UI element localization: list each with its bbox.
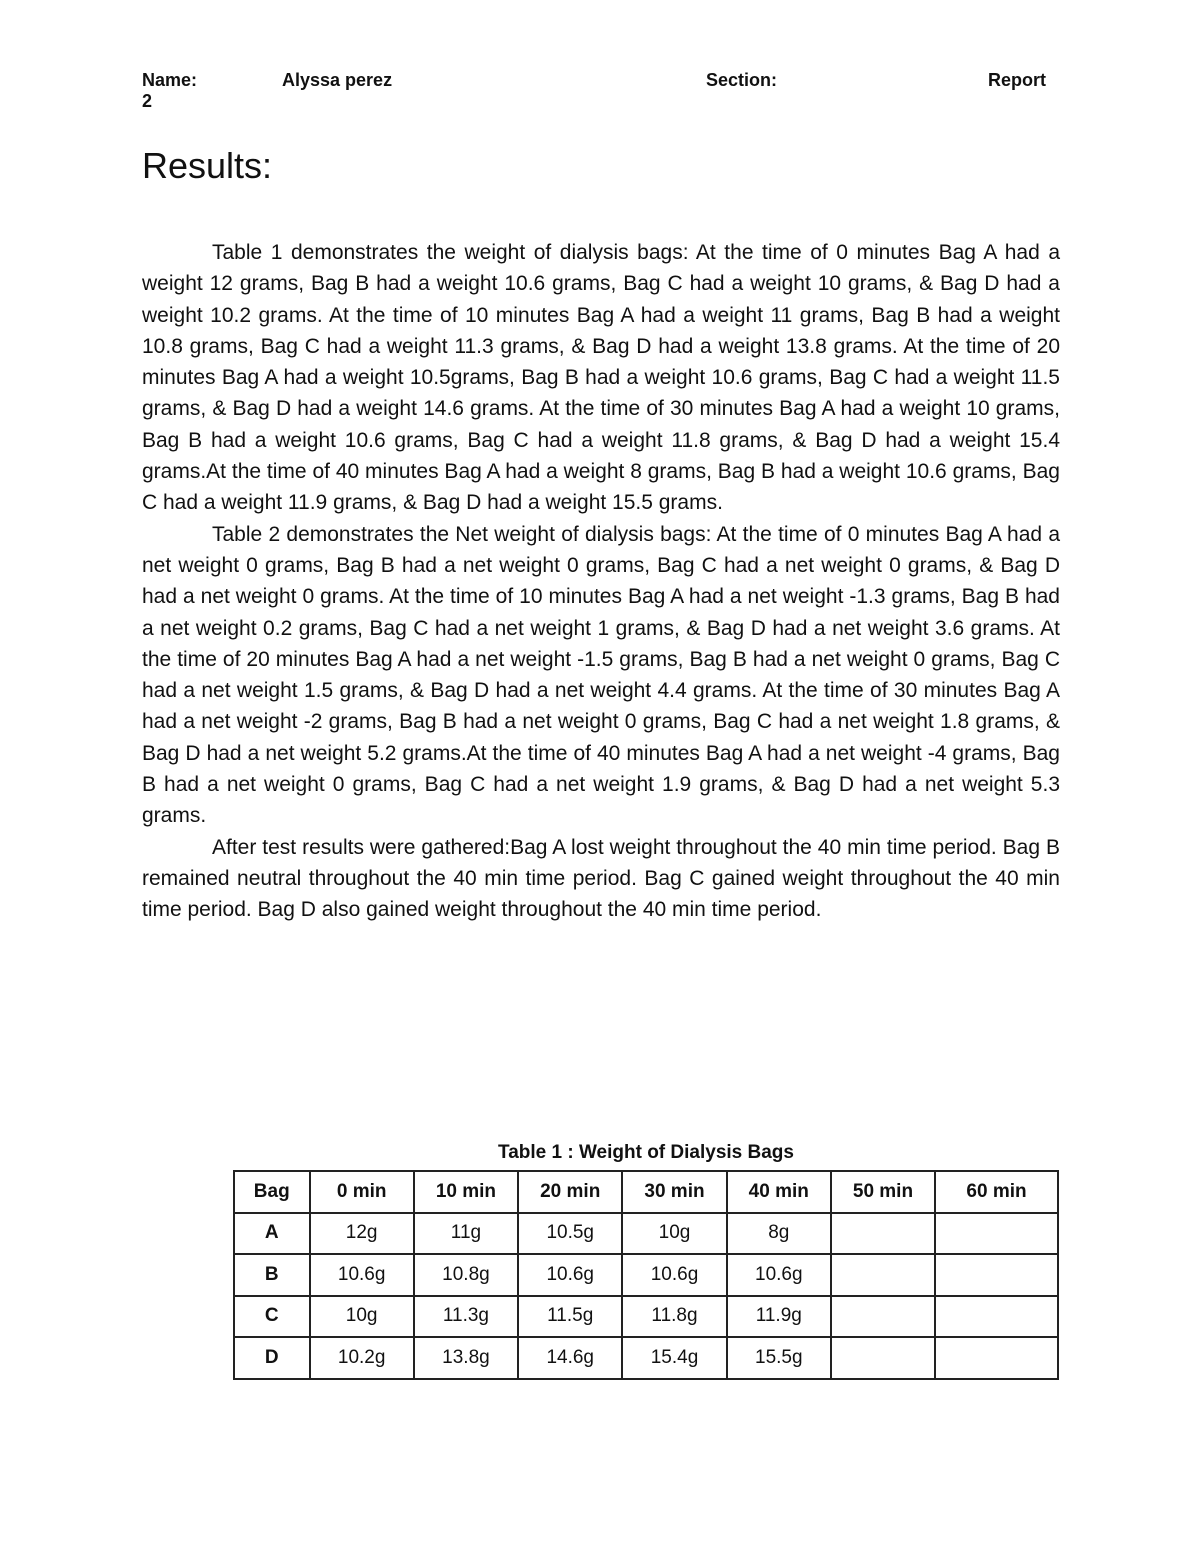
table-row [234,1254,1058,1296]
table-cell: 10g [622,1213,726,1255]
table-cell: 11.8g [622,1296,726,1338]
header-cell: Bag [234,1171,310,1213]
table-cell [935,1296,1058,1338]
header-cell: 40 min [727,1171,831,1213]
table-cell: 14.6g [518,1337,622,1379]
table-cell: 12g [310,1213,414,1255]
table-cell: 15.5g [727,1337,831,1379]
table-cell: 10.6g [622,1254,726,1296]
table-cell: 11g [414,1213,518,1255]
table-cell: 10.5g [518,1213,622,1255]
table-cell: 11.5g [518,1296,622,1338]
header-cell: 60 min [935,1171,1058,1213]
header-cell: 20 min [518,1171,622,1213]
table1-caption: Table 1 : Weight of Dialysis Bags [498,1142,794,1163]
section-label: Section: [706,70,778,90]
bag-label-cell: C [234,1296,310,1338]
table-cell: 8g [727,1213,831,1255]
table-cell [831,1296,935,1338]
table-cell [831,1337,935,1379]
paragraph-table2-summary: Table 2 demonstrates the Net weight of dialysis bags: At the time of 0 minutes Bag A had a net weight 0 grams, Bag B had a net weight 0 grams, Bag C had a net weight 0 grams, & Bag D had a net weight 0 grams. At the time of 10 minutes Bag A had a net weight -1.3 grams, Bag B had a net weight 0.2 grams, Bag C had a net weight 1 grams, & Bag D had a net weight 3.6 grams. At the time of 20 minutes Bag A had a net weight -1.5 grams, Bag B had a net weight 0 grams, Bag C had a net weight 1.5 grams, & Bag D had a net weight 4.4 grams. At the time of 30 minutes Bag A had a net weight -2 grams, Bag B had a net weight 0 grams, Bag C had a net weight 1.8 grams, & Bag D had a net weight 5.2 grams.At the time of 40 minutes Bag A had a net weight -4 grams, Bag B had a net weight 0 grams, Bag C had a net weight 1.9 grams, & Bag D had a net weight 5.3 grams. [142,522,1060,828]
table-cell: 10.8g [414,1254,518,1296]
table-cell: 11.9g [727,1296,831,1338]
table-cell: 13.8g [414,1337,518,1379]
header-cell: 0 min [310,1171,414,1213]
table-cell: 10.6g [727,1254,831,1296]
dialysis-weight-table [233,1170,1059,1380]
bag-label-cell: A [234,1213,310,1255]
table-cell: 11.3g [414,1296,518,1338]
bag-label-cell: B [234,1254,310,1296]
report-label: Report [988,70,1046,90]
table-cell [935,1213,1058,1255]
table-row [234,1296,1058,1338]
table-row [234,1337,1058,1379]
header-cell: 50 min [831,1171,935,1213]
table-cell: 10g [310,1296,414,1338]
table-cell [935,1254,1058,1296]
report-number: 2 [142,91,153,111]
table-cell: 10.2g [310,1337,414,1379]
student-name: Alyssa perez [282,70,393,90]
table-cell: 10.6g [310,1254,414,1296]
header-cell: 30 min [622,1171,726,1213]
table-cell [831,1213,935,1255]
table-cell [831,1254,935,1296]
paragraph-table1-summary: Table 1 demonstrates the weight of dialysis bags: At the time of 0 minutes Bag A had a weight 12 grams, Bag B had a weight 10.6 grams, Bag C had a weight 10 grams, & Bag D had a weight 10.2 grams. At the time of 10 minutes Bag A had a weight 11 grams, Bag B had a weight 10.8 grams, Bag C had a weight 11.3 grams, & Bag D had a weight 13.8 grams. At the time of 20 minutes Bag A had a weight 10.5grams, Bag B had a weight 10.6 grams, Bag C had a weight 11.5 grams, & Bag D had a weight 14.6 grams. At the time of 30 minutes Bag A had a weight 10 grams, Bag B had a weight 10.6 grams, Bag C had a weight 11.8 grams, & Bag D had a weight 15.4 grams.At the time of 40 minutes Bag A had a weight 8 grams, Bag B had a weight 10.6 grams, Bag C had a weight 11.9 grams, & Bag D had a weight 15.5 grams. [142,241,1060,515]
table-cell: 15.4g [622,1337,726,1379]
results-heading: Results: [142,145,273,186]
table-header-row [234,1171,1058,1213]
paragraph-conclusion: After test results were gathered:Bag A lost weight throughout the 40 min time period. Bag B remained neutral throughout the 40 min time period. Bag C gained weight throughout the 40 min time period. Bag D also gained weight throughout the 40 min time period. [142,835,1060,922]
table-cell [935,1337,1058,1379]
table-row [234,1213,1058,1255]
document-header [142,68,1048,118]
bag-label-cell: D [234,1337,310,1379]
results-body [142,237,1060,926]
header-cell: 10 min [414,1171,518,1213]
table-cell: 10.6g [518,1254,622,1296]
name-label: Name: [142,70,198,90]
